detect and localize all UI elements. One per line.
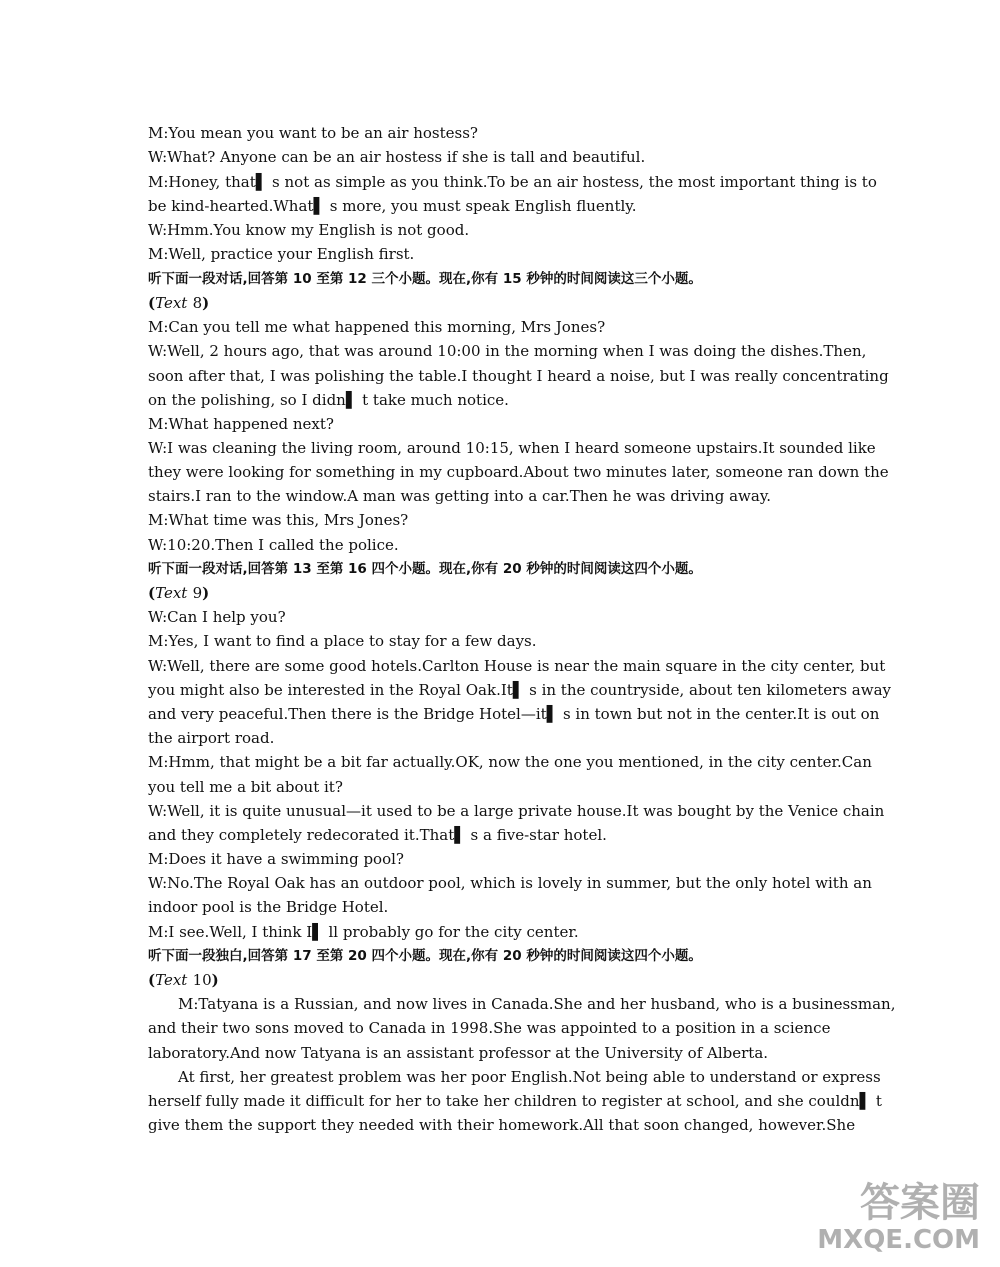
paragraph-line: M:Tatyana is a Russian, and now lives in Canada.She and her husband, who is a businessman,	[178, 995, 896, 1013]
dialogue-line: and very peaceful.Then there is the Bridge Hotel—it▌ s in town but not in the center.It is out on	[148, 705, 880, 723]
dialogue-line: soon after that, I was polishing the table.I thought I heard a noise, but I was really concentrating	[148, 367, 889, 385]
dialogue-line: W:10:20.Then I called the police.	[148, 536, 399, 554]
dialogue-line: the airport road.	[148, 729, 275, 747]
watermark-url-text: MXQE.COM	[817, 1225, 980, 1255]
paragraph-line: give them the support they needed with their homework.All that soon changed, however.She	[148, 1116, 856, 1134]
dialogue-line: M:Can you tell me what happened this morning, Mrs Jones?	[148, 318, 606, 336]
text-label: (Text 10)	[148, 971, 219, 989]
dialogue-line: be kind-hearted.What▌ s more, you must speak English fluently.	[148, 197, 637, 215]
dialogue-line: W:What? Anyone can be an air hostess if she is tall and beautiful.	[148, 148, 646, 166]
paragraph-line: laboratory.And now Tatyana is an assistant professor at the University of Alberta.	[148, 1044, 769, 1062]
dialogue-line: you might also be interested in the Royal Oak.It▌ s in the countryside, about ten kilometers away	[148, 681, 891, 699]
text-label-number: 9	[192, 584, 203, 602]
section-instruction: 听下面一段独白,回答第 17 至第 20 四个小题。现在,你有 20 秒钟的时间阅读这四个小题。	[148, 948, 702, 964]
dialogue-line: M:Well, practice your English first.	[148, 245, 415, 263]
dialogue-line: W:Hmm.You know my English is not good.	[148, 221, 470, 239]
text-label-number: 8	[192, 294, 203, 312]
dialogue-line: and they completely redecorated it.That▌ s a five-star hotel.	[148, 826, 607, 844]
dialogue-line: M:What time was this, Mrs Jones?	[148, 511, 409, 529]
text-label: (Text 8)	[148, 294, 210, 312]
section-instruction: 听下面一段对话,回答第 10 至第 12 三个小题。现在,你有 15 秒钟的时间阅读这三个小题。	[148, 271, 702, 287]
dialogue-line: W:Well, 2 hours ago, that was around 10:00 in the morning when I was doing the dishes.Then,	[148, 342, 867, 360]
dialogue-line: you tell me a bit about it?	[148, 778, 343, 796]
dialogue-line: M:What happened next?	[148, 415, 334, 433]
dialogue-line: M:I see.Well, I think I▌ ll probably go for the city center.	[148, 923, 579, 941]
text-label-word: Text	[155, 584, 188, 602]
dialogue-line: M:Honey, that▌ s not as simple as you think.To be an air hostess, the most important thing is to	[148, 173, 877, 191]
dialogue-line: M:Hmm, that might be a bit far actually.OK, now the one you mentioned, in the city center.Can	[148, 753, 872, 771]
dialogue-line: indoor pool is the Bridge Hotel.	[148, 898, 389, 916]
dialogue-line: M:Does it have a swimming pool?	[148, 850, 404, 868]
dialogue-line: W:Well, it is quite unusual—it used to be a large private house.It was bought by the Venice chain	[148, 802, 885, 820]
dialogue-line: on the polishing, so I didn▌ t take much notice.	[148, 391, 509, 409]
text-label-word: Text	[155, 971, 188, 989]
text-label: (Text 9)	[148, 584, 210, 602]
watermark-logo-text: 答案圈	[860, 1180, 980, 1226]
section-instruction: 听下面一段对话,回答第 13 至第 16 四个小题。现在,你有 20 秒钟的时间阅读这四个小题。	[148, 561, 702, 577]
dialogue-line: M:You mean you want to be an air hostess?	[148, 124, 478, 142]
text-label-word: Text	[155, 294, 188, 312]
paragraph-line: At first, her greatest problem was her poor English.Not being able to understand or express	[178, 1068, 881, 1086]
watermark-logo	[817, 1181, 980, 1255]
text-label-number: 10	[192, 971, 212, 989]
dialogue-line: W:I was cleaning the living room, around 10:15, when I heard someone upstairs.It sounded like	[148, 439, 876, 457]
dialogue-line: stairs.I ran to the window.A man was getting into a car.Then he was driving away.	[148, 487, 772, 505]
dialogue-line: W:Well, there are some good hotels.Carlton House is near the main square in the city center, but	[148, 657, 886, 675]
dialogue-line: W:Can I help you?	[148, 608, 286, 626]
paragraph-line: herself fully made it difficult for her to take her children to register at school, and she couldn▌ t	[148, 1092, 882, 1110]
dialogue-line: M:Yes, I want to find a place to stay for a few days.	[148, 632, 537, 650]
dialogue-line: W:No.The Royal Oak has an outdoor pool, which is lovely in summer, but the only hotel with an	[148, 874, 872, 892]
dialogue-line: they were looking for something in my cupboard.About two minutes later, someone ran down the	[148, 463, 889, 481]
paragraph-line: and their two sons moved to Canada in 1998.She was appointed to a position in a science	[148, 1019, 831, 1037]
